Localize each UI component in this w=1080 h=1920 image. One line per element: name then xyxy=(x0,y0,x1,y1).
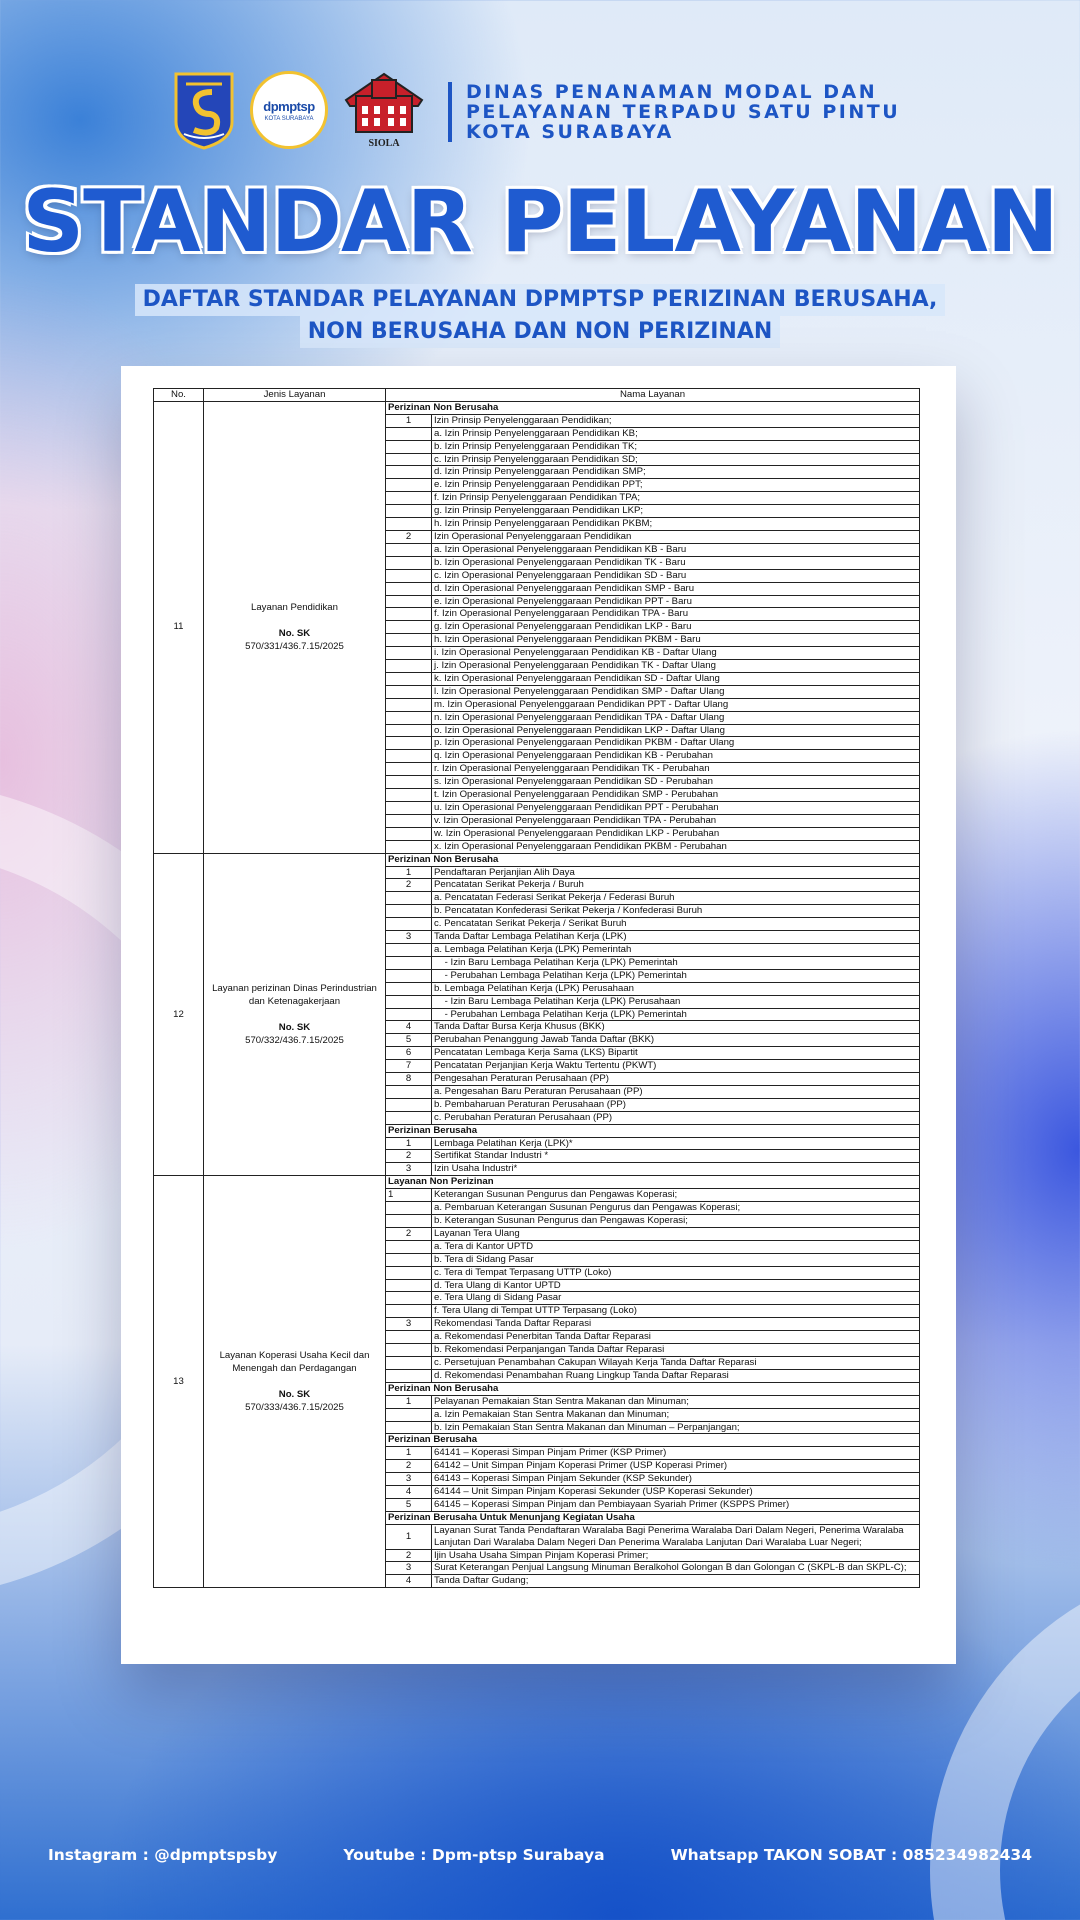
item-number: 6 xyxy=(386,1047,432,1060)
service-name: d. Rekomendasi Penambahan Ruang Lingkup Tanda Daftar Reparasi xyxy=(432,1369,920,1382)
service-name: o. Izin Operasional Penyelenggaraan Pendidikan LKP - Daftar Ulang xyxy=(432,724,920,737)
service-name: a. Tera di Kantor UPTD xyxy=(432,1240,920,1253)
item-number xyxy=(386,595,432,608)
item-number: 2 xyxy=(386,1150,432,1163)
item-number xyxy=(386,647,432,660)
service-name: 64141 – Koperasi Simpan Pinjam Primer (KSP Primer) xyxy=(432,1447,920,1460)
item-number xyxy=(386,440,432,453)
service-name: Pendaftaran Perjanjian Alih Daya xyxy=(432,866,920,879)
jenis-layanan-name: Layanan Koperasi Usaha Kecil dan Menengah dan Perdagangan xyxy=(219,1350,370,1375)
service-name: k. Izin Operasional Penyelenggaraan Pendidikan SD - Daftar Ulang xyxy=(432,672,920,685)
jenis-layanan-name: Layanan perizinan Dinas Perindustrian dan Ketenagakerjaan xyxy=(212,982,377,1007)
item-number xyxy=(386,724,432,737)
service-name: c. Izin Prinsip Penyelenggaraan Pendidikan SD; xyxy=(432,453,920,466)
item-number: 1 xyxy=(386,866,432,879)
header-no: No. xyxy=(154,389,204,402)
service-name: a. Pembaruan Keterangan Susunan Pengurus dan Pengawas Koperasi; xyxy=(432,1202,920,1215)
item-number: 3 xyxy=(386,1562,432,1575)
service-name: Tanda Daftar Gudang; xyxy=(432,1575,920,1588)
item-number: 7 xyxy=(386,1060,432,1073)
table-row xyxy=(154,401,920,414)
header-nama-layanan: Nama Layanan xyxy=(386,389,920,402)
item-number: 3 xyxy=(386,1163,432,1176)
service-name: c. Perubahan Peraturan Perusahaan (PP) xyxy=(432,1111,920,1124)
item-number: 2 xyxy=(386,879,432,892)
service-name: Izin Prinsip Penyelenggaraan Pendidikan; xyxy=(432,414,920,427)
service-name: b. Rekomendasi Perpanjangan Tanda Daftar Reparasi xyxy=(432,1344,920,1357)
whatsapp-contact: Whatsapp TAKON SOBAT : 085234982434 xyxy=(670,1846,1032,1864)
agency-name xyxy=(448,82,900,142)
service-name: Pencatatan Perjanjian Kerja Waktu Tertentu (PKWT) xyxy=(432,1060,920,1073)
instagram-contact: Instagram : @dpmptspsby xyxy=(48,1846,278,1864)
agency-line-2: PELAYANAN TERPADU SATU PINTU xyxy=(466,101,901,123)
service-name: - Perubahan Lembaga Pelatihan Kerja (LPK) Pemerintah xyxy=(432,1008,920,1021)
item-number: 4 xyxy=(386,1575,432,1588)
row-number-cell: 11 xyxy=(154,401,204,853)
service-name: f. Izin Operasional Penyelenggaraan Pendidikan TPA - Baru xyxy=(432,608,920,621)
service-name: f. Izin Prinsip Penyelenggaraan Pendidikan TPA; xyxy=(432,492,920,505)
item-number xyxy=(386,802,432,815)
section-heading: Perizinan Non Berusaha xyxy=(386,853,920,866)
item-number: 2 xyxy=(386,530,432,543)
item-number xyxy=(386,750,432,763)
item-number xyxy=(386,1215,432,1228)
section-heading: Perizinan Non Berusaha xyxy=(386,1382,920,1395)
service-name: c. Persetujuan Penambahan Cakupan Wilayah Kerja Tanda Daftar Reparasi xyxy=(432,1356,920,1369)
item-number: 8 xyxy=(386,1073,432,1086)
sk-label: No. SK xyxy=(278,1021,311,1033)
sk-label: No. SK xyxy=(278,1389,311,1401)
item-number xyxy=(386,1240,432,1253)
service-name: Pengesahan Peraturan Perusahaan (PP) xyxy=(432,1073,920,1086)
table-header-row xyxy=(154,389,920,402)
item-number xyxy=(386,982,432,995)
service-name: f. Tera Ulang di Tempat UTTP Terpasang (Loko) xyxy=(432,1305,920,1318)
service-name: v. Izin Operasional Penyelenggaraan Pendidikan TPA - Perubahan xyxy=(432,814,920,827)
row-number-cell: 12 xyxy=(154,853,204,1176)
item-number: 5 xyxy=(386,1034,432,1047)
item-number xyxy=(386,582,432,595)
service-name: Ijin Usaha Usaha Simpan Pinjam Koperasi Primer; xyxy=(432,1549,920,1562)
service-name: b. Izin Prinsip Penyelenggaraan Pendidikan TK; xyxy=(432,440,920,453)
service-name: i. Izin Operasional Penyelenggaraan Pendidikan KB - Daftar Ulang xyxy=(432,647,920,660)
item-number xyxy=(386,995,432,1008)
item-number xyxy=(386,1202,432,1215)
service-name: w. Izin Operasional Penyelenggaraan Pendidikan LKP - Perubahan xyxy=(432,827,920,840)
service-name: a. Lembaga Pelatihan Kerja (LPK) Pemerintah xyxy=(432,943,920,956)
service-name: a. Izin Operasional Penyelenggaraan Pendidikan KB - Baru xyxy=(432,543,920,556)
item-number xyxy=(386,814,432,827)
item-number xyxy=(386,892,432,905)
header-jenis-layanan: Jenis Layanan xyxy=(204,389,386,402)
service-name: c. Tera di Tempat Terpasang UTTP (Loko) xyxy=(432,1266,920,1279)
service-name: Pencatatan Lembaga Kerja Sama (LKS) Bipartit xyxy=(432,1047,920,1060)
service-name: h. Izin Operasional Penyelenggaraan Pendidikan PKBM - Baru xyxy=(432,634,920,647)
service-name: 64142 – Unit Simpan Pinjam Koperasi Primer (USP Koperasi Primer) xyxy=(432,1460,920,1473)
service-name: Tanda Daftar Bursa Kerja Khusus (BKK) xyxy=(432,1021,920,1034)
item-number xyxy=(386,1266,432,1279)
section-heading: Perizinan Non Berusaha xyxy=(386,401,920,414)
service-name: e. Izin Operasional Penyelenggaraan Pendidikan PPT - Baru xyxy=(432,595,920,608)
service-name: b. Keterangan Susunan Pengurus dan Pengawas Koperasi; xyxy=(432,1215,920,1228)
item-number xyxy=(386,1369,432,1382)
item-number: 3 xyxy=(386,1318,432,1331)
item-number xyxy=(386,660,432,673)
item-number xyxy=(386,1344,432,1357)
service-name: - Perubahan Lembaga Pelatihan Kerja (LPK) Pemerintah xyxy=(432,969,920,982)
item-number xyxy=(386,556,432,569)
service-table xyxy=(153,388,920,1588)
item-number xyxy=(386,905,432,918)
agency-line-3: KOTA SURABAYA xyxy=(466,121,674,143)
subtitle-line-1: DAFTAR STANDAR PELAYANAN DPMPTSP PERIZINAN BERUSAHA, xyxy=(135,284,946,316)
sk-label: No. SK xyxy=(278,628,311,640)
item-number: 3 xyxy=(386,1473,432,1486)
service-standard-document xyxy=(121,366,956,1664)
item-number xyxy=(386,918,432,931)
item-number xyxy=(386,789,432,802)
page-title: STANDAR PELAYANAN xyxy=(22,172,1058,272)
service-name: m. Izin Operasional Penyelenggaraan Pendidikan PPT - Daftar Ulang xyxy=(432,698,920,711)
service-name: u. Izin Operasional Penyelenggaraan Pendidikan PPT - Perubahan xyxy=(432,802,920,815)
item-number xyxy=(386,453,432,466)
item-number: 2 xyxy=(386,1460,432,1473)
service-name: b. Izin Pemakaian Stan Sentra Makanan dan Minuman – Perpanjangan; xyxy=(432,1421,920,1434)
sk-number: 570/333/436.7.15/2025 xyxy=(245,1402,344,1414)
service-name: - Izin Baru Lembaga Pelatihan Kerja (LPK) Pemerintah xyxy=(432,956,920,969)
item-number xyxy=(386,711,432,724)
agency-line-1: DINAS PENANAMAN MODAL DAN xyxy=(466,81,878,103)
page-subtitle xyxy=(0,284,1080,348)
service-name: d. Tera Ulang di Kantor UPTD xyxy=(432,1279,920,1292)
service-name: Rekomendasi Tanda Daftar Reparasi xyxy=(432,1318,920,1331)
service-name: Lembaga Pelatihan Kerja (LPK)* xyxy=(432,1137,920,1150)
item-number xyxy=(386,776,432,789)
service-name: a. Pencatatan Federasi Serikat Pekerja / Federasi Buruh xyxy=(432,892,920,905)
item-number xyxy=(386,685,432,698)
table-row xyxy=(154,853,920,866)
service-name: d. Izin Operasional Penyelenggaraan Pendidikan SMP - Baru xyxy=(432,582,920,595)
service-name: n. Izin Operasional Penyelenggaraan Pendidikan TPA - Daftar Ulang xyxy=(432,711,920,724)
service-name: b. Pembaharuan Peraturan Perusahaan (PP) xyxy=(432,1098,920,1111)
item-number xyxy=(386,427,432,440)
logo-row xyxy=(172,70,426,150)
item-number: 4 xyxy=(386,1021,432,1034)
item-number: 1 xyxy=(386,1395,432,1408)
item-number: 1 xyxy=(386,1137,432,1150)
item-number xyxy=(386,1292,432,1305)
item-number: 1 xyxy=(386,1524,432,1549)
dpmptsp-logo: dpmptsp KOTA SURABAYA xyxy=(250,71,328,149)
service-name: e. Tera Ulang di Sidang Pasar xyxy=(432,1292,920,1305)
item-number xyxy=(386,672,432,685)
service-name: Layanan Tera Ulang xyxy=(432,1227,920,1240)
item-number: 1 xyxy=(386,1447,432,1460)
service-name: a. Pengesahan Baru Peraturan Perusahaan (PP) xyxy=(432,1085,920,1098)
item-number: 5 xyxy=(386,1498,432,1511)
item-number xyxy=(386,1085,432,1098)
item-number xyxy=(386,569,432,582)
service-name: Tanda Daftar Lembaga Pelatihan Kerja (LPK) xyxy=(432,931,920,944)
service-name: s. Izin Operasional Penyelenggaraan Pendidikan SD - Perubahan xyxy=(432,776,920,789)
item-number: 3 xyxy=(386,931,432,944)
table-body xyxy=(154,401,920,1587)
item-number xyxy=(386,1098,432,1111)
item-number xyxy=(386,1008,432,1021)
item-number xyxy=(386,492,432,505)
service-name: d. Izin Prinsip Penyelenggaraan Pendidikan SMP; xyxy=(432,466,920,479)
service-name: 64143 – Koperasi Simpan Pinjam Sekunder (KSP Sekunder) xyxy=(432,1473,920,1486)
item-number xyxy=(386,479,432,492)
item-number xyxy=(386,827,432,840)
item-number xyxy=(386,943,432,956)
item-number xyxy=(386,969,432,982)
service-name: Pencatatan Serikat Pekerja / Buruh xyxy=(432,879,920,892)
service-name: Layanan Surat Tanda Pendaftaran Waralaba Bagi Penerima Waralaba Dari Dalam Negeri, Penerima Waralaba Lanjutan Dari Waralaba Dalam Negeri Dan Penerima Waralaba Lanjutan Dari Waralaba Luar Negeri; xyxy=(432,1524,920,1549)
service-name: r. Izin Operasional Penyelenggaraan Pendidikan TK - Perubahan xyxy=(432,763,920,776)
service-name: a. Rekomendasi Penerbitan Tanda Daftar Reparasi xyxy=(432,1331,920,1344)
item-number xyxy=(386,1331,432,1344)
jenis-layanan-cell xyxy=(204,1176,386,1588)
section-heading: Perizinan Berusaha xyxy=(386,1434,920,1447)
youtube-contact: Youtube : Dpm-ptsp Surabaya xyxy=(343,1846,605,1864)
service-name: e. Izin Prinsip Penyelenggaraan Pendidikan PPT; xyxy=(432,479,920,492)
item-number xyxy=(386,1279,432,1292)
row-number-cell: 13 xyxy=(154,1176,204,1588)
subtitle-line-2: NON BERUSAHA DAN NON PERIZINAN xyxy=(300,316,781,348)
item-number xyxy=(386,518,432,531)
service-name: Surat Keterangan Penjual Langsung Minuman Beralkohol Golongan B dan Golongan C (SKPL-B dan SKPL-C); xyxy=(432,1562,920,1575)
service-name: Pelayanan Pemakaian Stan Sentra Makanan dan Minuman; xyxy=(432,1395,920,1408)
service-name: b. Pencatatan Konfederasi Serikat Pekerja / Konfederasi Buruh xyxy=(432,905,920,918)
section-heading: Perizinan Berusaha xyxy=(386,1124,920,1137)
service-name: b. Tera di Sidang Pasar xyxy=(432,1253,920,1266)
service-name: - Izin Baru Lembaga Pelatihan Kerja (LPK) Perusahaan xyxy=(432,995,920,1008)
item-number: 2 xyxy=(386,1227,432,1240)
item-number xyxy=(386,634,432,647)
service-name: q. Izin Operasional Penyelenggaraan Pendidikan KB - Perubahan xyxy=(432,750,920,763)
siola-building-logo xyxy=(342,70,426,150)
item-number: 4 xyxy=(386,1486,432,1499)
service-name: t. Izin Operasional Penyelenggaraan Pendidikan SMP - Perubahan xyxy=(432,789,920,802)
item-number xyxy=(386,698,432,711)
service-name: h. Izin Prinsip Penyelenggaraan Pendidikan PKBM; xyxy=(432,518,920,531)
item-number xyxy=(386,840,432,853)
section-heading: Perizinan Berusaha Untuk Menunjang Kegiatan Usaha xyxy=(386,1511,920,1524)
surabaya-crest-logo xyxy=(172,70,236,150)
item-number xyxy=(386,1356,432,1369)
jenis-layanan-cell xyxy=(204,853,386,1176)
service-name: x. Izin Operasional Penyelenggaraan Pendidikan PKBM - Perubahan xyxy=(432,840,920,853)
service-name: Keterangan Susunan Pengurus dan Pengawas Koperasi; xyxy=(432,1189,920,1202)
item-number xyxy=(386,956,432,969)
sk-number: 570/331/436.7.15/2025 xyxy=(245,641,344,653)
table-row xyxy=(154,1176,920,1189)
service-name: 64144 – Unit Simpan Pinjam Koperasi Sekunder (USP Koperasi Sekunder) xyxy=(432,1486,920,1499)
jenis-layanan-name: Layanan Pendidikan xyxy=(251,602,338,614)
service-name: g. Izin Operasional Penyelenggaraan Pendidikan LKP - Baru xyxy=(432,621,920,634)
section-heading: Layanan Non Perizinan xyxy=(386,1176,920,1189)
item-number: 1 xyxy=(386,414,432,427)
service-name: c. Izin Operasional Penyelenggaraan Pendidikan SD - Baru xyxy=(432,569,920,582)
jenis-layanan-cell xyxy=(204,401,386,853)
service-name: Izin Operasional Penyelenggaraan Pendidikan xyxy=(432,530,920,543)
item-number xyxy=(386,1111,432,1124)
item-number xyxy=(386,466,432,479)
service-name: c. Pencatatan Serikat Pekerja / Serikat Buruh xyxy=(432,918,920,931)
service-name: Izin Usaha Industri* xyxy=(432,1163,920,1176)
service-name: b. Lembaga Pelatihan Kerja (LPK) Perusahaan xyxy=(432,982,920,995)
service-name: j. Izin Operasional Penyelenggaraan Pendidikan TK - Daftar Ulang xyxy=(432,660,920,673)
item-number xyxy=(386,621,432,634)
item-number xyxy=(386,763,432,776)
item-number xyxy=(386,1305,432,1318)
service-name: l. Izin Operasional Penyelenggaraan Pendidikan SMP - Daftar Ulang xyxy=(432,685,920,698)
item-number: 2 xyxy=(386,1549,432,1562)
service-name: Sertifikat Standar Industri * xyxy=(432,1150,920,1163)
siola-logo-text: SIOLA xyxy=(368,138,400,149)
item-number: 1 xyxy=(386,1189,432,1202)
item-number xyxy=(386,1421,432,1434)
sk-number: 570/332/436.7.15/2025 xyxy=(245,1034,344,1046)
item-number xyxy=(386,1253,432,1266)
service-name: a. Izin Prinsip Penyelenggaraan Pendidikan KB; xyxy=(432,427,920,440)
item-number xyxy=(386,505,432,518)
item-number xyxy=(386,1408,432,1421)
service-name: b. Izin Operasional Penyelenggaraan Pendidikan TK - Baru xyxy=(432,556,920,569)
item-number xyxy=(386,543,432,556)
service-name: p. Izin Operasional Penyelenggaraan Pendidikan PKBM - Daftar Ulang xyxy=(432,737,920,750)
service-name: g. Izin Prinsip Penyelenggaraan Pendidikan LKP; xyxy=(432,505,920,518)
footer xyxy=(0,1846,1080,1864)
service-name: 64145 – Koperasi Simpan Pinjam dan Pembiayaan Syariah Primer (KSPPS Primer) xyxy=(432,1498,920,1511)
service-name: Perubahan Penanggung Jawab Tanda Daftar (BKK) xyxy=(432,1034,920,1047)
item-number xyxy=(386,608,432,621)
item-number xyxy=(386,737,432,750)
service-name: a. Izin Pemakaian Stan Sentra Makanan dan Minuman; xyxy=(432,1408,920,1421)
